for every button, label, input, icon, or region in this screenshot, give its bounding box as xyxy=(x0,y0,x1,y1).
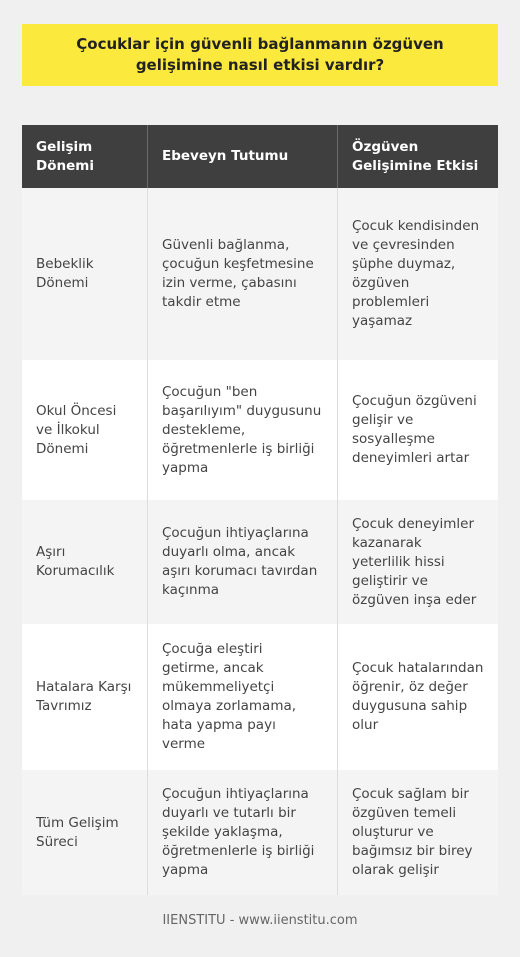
header-period: Gelişim Dönemi xyxy=(36,138,94,174)
table-header xyxy=(22,125,498,188)
cell-attitude: Çocuğun ihtiyaçlarına duyarlı ve tutarlı bir şekilde yaklaşma, öğretmenlerle iş birliği yapma xyxy=(147,770,337,895)
comparison-table xyxy=(22,125,498,895)
cell-effect: Çocuk sağlam bir özgüven temeli oluşturur ve bağımsız bir birey olarak gelişir xyxy=(337,770,498,895)
table-row xyxy=(22,360,498,500)
cell-period: Aşırı Korumacılık xyxy=(36,544,115,579)
cell-attitude: Çocuğun "ben başarılıyım" duygusunu destekleme, öğretmenlerle iş birliği yapma xyxy=(147,360,337,500)
title-banner xyxy=(22,24,498,86)
cell-attitude: Çocuğa eleştiri getirme, ancak mükemmeliyetçi olmaya zorlamama, hata yapma payı verme xyxy=(147,624,337,770)
header-attitude: Ebeveyn Tutumu xyxy=(147,125,337,188)
cell-effect: Çocuk deneyimler kazanarak yeterlilik hissi geliştirir ve özgüven inşa eder xyxy=(337,500,498,624)
page-title: Çocuklar için güvenli bağlanmanın özgüven gelişimine nasıl etkisi vardır? xyxy=(76,35,444,74)
cell-period: Okul Öncesi ve İlkokul Dönemi xyxy=(36,402,117,457)
table-row xyxy=(22,188,498,360)
cell-effect: Çocuk hatalarından öğrenir, öz değer duygusuna sahip olur xyxy=(337,624,498,770)
table-row xyxy=(22,770,498,895)
cell-period: Hatalara Karşı Tavrımız xyxy=(36,679,132,714)
cell-period: Tüm Gelişim Süreci xyxy=(36,814,119,850)
cell-attitude: Güvenli bağlanma, çocuğun keşfetmesine izin verme, çabasını takdir etme xyxy=(147,188,337,360)
cell-period: Bebeklik Dönemi xyxy=(36,256,94,291)
header-effect: Özgüven Gelişimine Etkisi xyxy=(337,125,498,188)
table-row xyxy=(22,500,498,624)
cell-attitude: Çocuğun ihtiyaçlarına duyarlı olma, ancak aşırı korumacı tavırdan kaçınma xyxy=(147,500,337,624)
cell-effect: Çocuk kendisinden ve çevresinden şüphe duymaz, özgüven problemleri yaşamaz xyxy=(337,188,498,360)
footer-credit: IIENSTITU - www.iienstitu.com xyxy=(162,913,358,928)
cell-effect: Çocuğun özgüveni gelişir ve sosyalleşme deneyimleri artar xyxy=(337,360,498,500)
table-row xyxy=(22,624,498,770)
